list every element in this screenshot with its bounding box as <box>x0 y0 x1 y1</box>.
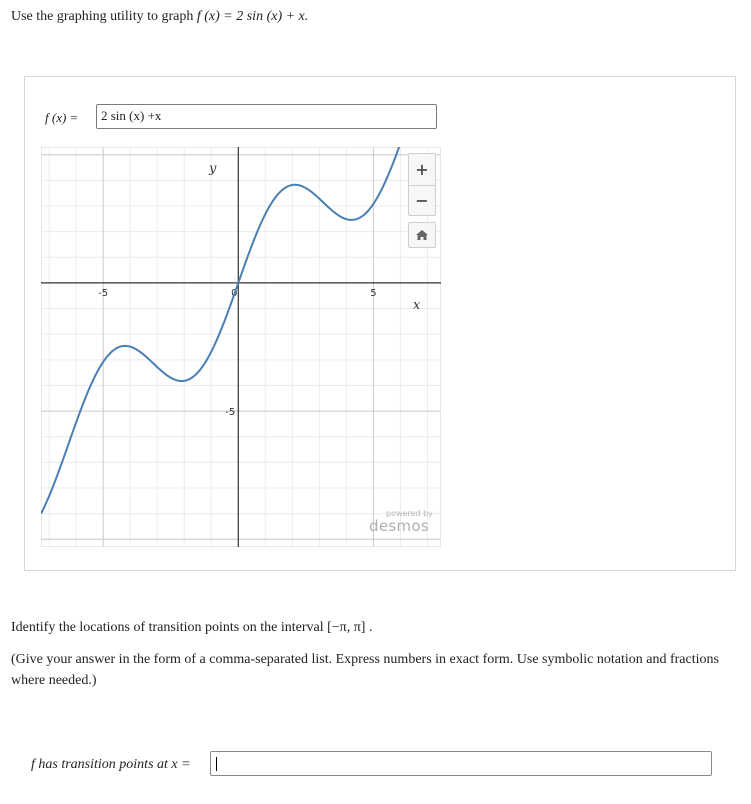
zoom-in-button[interactable]: + <box>408 153 436 186</box>
plot-background <box>41 147 441 547</box>
answer-instructions: (Give your answer in the form of a comma-separated list. Express numbers in exact form. Use symbolic notation and fractions where needed.) <box>11 652 719 688</box>
x-axis-label: x <box>413 297 421 313</box>
y-axis-label: y <box>208 161 217 177</box>
question-text <box>11 9 308 25</box>
origin-tick-label: 0 <box>231 287 238 299</box>
question-prefix: Use the graphing utility to graph <box>11 9 194 24</box>
powered-by-text: powered by <box>386 509 433 518</box>
y-tick-label: -5 <box>225 407 236 419</box>
identify-prefix: Identify the locations of transition points on the interval <box>11 620 324 635</box>
answer-input[interactable] <box>210 751 712 776</box>
function-expression-input[interactable]: 2 sin (x) +x <box>96 104 437 129</box>
x-tick-label: 5 <box>370 287 377 299</box>
answer-label <box>31 757 191 773</box>
home-button[interactable] <box>408 222 436 248</box>
home-icon <box>415 229 429 241</box>
function-label: f (x) = <box>45 110 79 125</box>
desmos-logo: desmos <box>369 517 429 535</box>
question-math: f (x) = 2 sin (x) + x. <box>196 9 309 24</box>
identify-text <box>11 620 372 636</box>
graph-plot[interactable] <box>41 147 441 547</box>
x-tick-label: -5 <box>98 287 109 299</box>
answer-label-text: f has transition points at x = <box>31 757 191 772</box>
zoom-out-button[interactable]: − <box>408 185 436 216</box>
interval-math: [−π, π] . <box>327 620 373 635</box>
text-caret <box>216 757 217 771</box>
